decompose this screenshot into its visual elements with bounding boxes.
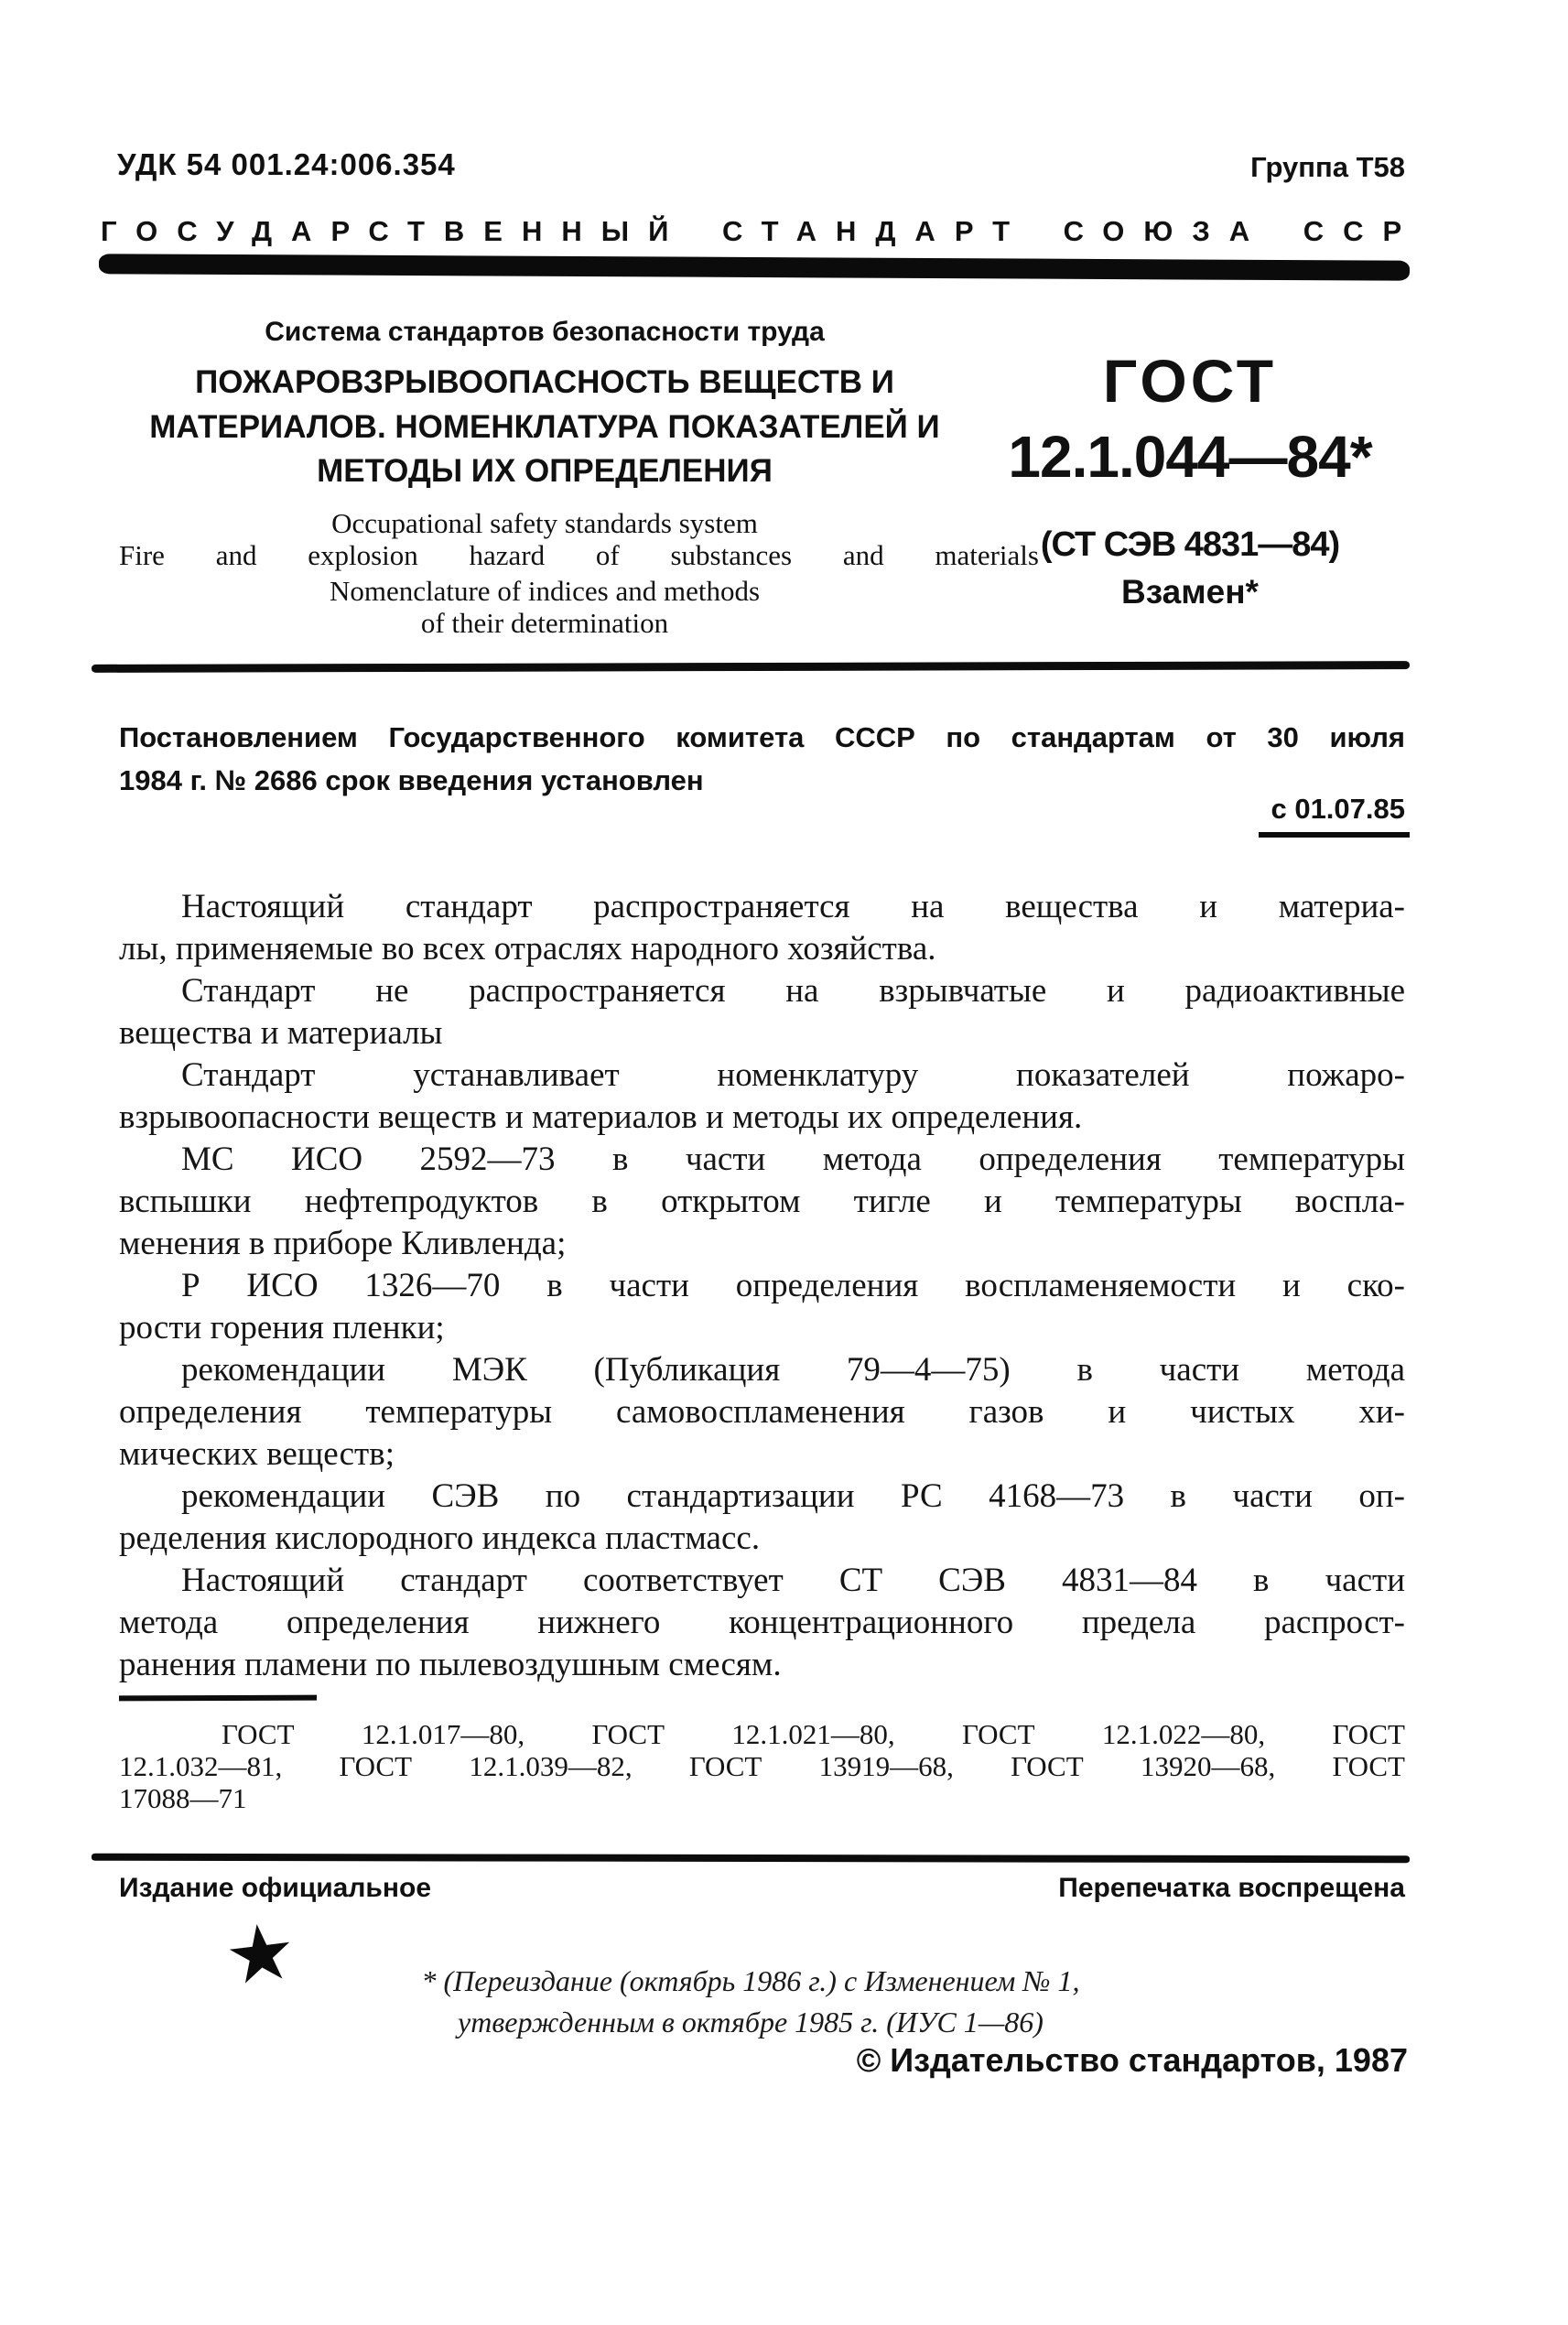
gost-references	[119, 1718, 1405, 1814]
date-underline	[1259, 832, 1410, 838]
paragraph	[119, 1349, 1405, 1476]
paragraph	[119, 1139, 1405, 1265]
text-line: менения в приборе Кливленда;	[119, 1225, 567, 1262]
text-line: вспышки нефтепродуктов в открытом тигле и температуры воспла-	[119, 1183, 1405, 1220]
english-title-line-4: of their determination	[420, 607, 669, 639]
revision-note	[247, 1961, 1254, 2043]
text-line: мических веществ;	[119, 1435, 395, 1473]
text-line: Стандарт устанавливает номенклатуру показателей пожаро-	[181, 1056, 1405, 1094]
text-line: рости горения пленки;	[119, 1309, 445, 1346]
text-line: ранения пламени по пылевоздушным смесям.	[119, 1646, 782, 1683]
paragraph	[119, 886, 1405, 970]
text-line: Настоящий стандарт соответствует СТ СЭВ 4831—84 в части	[181, 1562, 1405, 1599]
effective-date: с 01.07.85	[1271, 793, 1405, 825]
paragraph	[119, 970, 1405, 1054]
official-edition-label: Издание официальное	[119, 1873, 432, 1903]
footer-rule	[92, 1854, 1410, 1864]
group-code: Группа Т58	[1250, 151, 1405, 183]
english-title-line-3: Nomenclature of indices and methods	[329, 575, 761, 607]
text-line: Р ИСО 1326—70 в части определения воспламеняемости и ско-	[181, 1267, 1405, 1304]
text-line: рекомендации СЭВ по стандартизации РС 4168—73 в части оп-	[181, 1477, 1405, 1515]
english-title-line-2: Fire and explosion hazard of substances and materials	[119, 539, 1039, 571]
text-line: 17088—71	[119, 1782, 247, 1814]
gost-number: 12.1.044—84*	[1008, 424, 1372, 490]
state-standard-banner: ГОСУДАРСТВЕННЫЙ СТАНДАРТ СОЮЗА ССР	[101, 215, 1422, 247]
text-line: МС ИСО 2592—73 в части метода определения температуры	[181, 1141, 1405, 1178]
udk-code: УДК 54 001.24:006.354	[117, 147, 456, 181]
banner-bar	[99, 254, 1410, 280]
title-line-2: МАТЕРИАЛОВ. НОМЕНКЛАТУРА ПОКАЗАТЕЛЕЙ И	[149, 409, 940, 445]
decree-text	[119, 716, 1405, 802]
paragraph	[119, 1054, 1405, 1139]
text-line: ГОСТ 12.1.017—80, ГОСТ 12.1.021—80, ГОСТ 12.1.022—80, ГОСТ	[222, 1718, 1405, 1750]
text-line: метода определения нижнего концентрационного предела распрост-	[119, 1604, 1405, 1641]
text-line: Стандарт не распространяется на взрывчатые и радиоактивные	[181, 972, 1405, 1010]
title-line-3: МЕТОДЫ ИХ ОПРЕДЕЛЕНИЯ	[317, 453, 773, 489]
text-line: вещества и материалы	[119, 1014, 443, 1052]
text-line: утвержденным в октябре 1985 г. (ИУС 1—86)	[458, 2006, 1044, 2038]
text-line: 1984 г. № 2686 срок введения установлен	[119, 764, 704, 796]
reprint-forbidden-label: Перепечатка воспрещена	[1058, 1873, 1405, 1903]
star-icon: ★	[220, 1906, 301, 2003]
gost-label: ГОСТ	[1102, 347, 1278, 415]
copyright-line: © Издательство стандартов, 1987	[856, 2041, 1408, 2079]
replaces-label: Взамен*	[1121, 573, 1259, 611]
text-line: Настоящий стандарт распространяется на вещества и материа-	[181, 888, 1405, 925]
text-line: определения температуры самовоспламенения газов и чистых хи-	[119, 1393, 1405, 1431]
title-line-1: ПОЖАРОВЗРЫВООПАСНОСТЬ ВЕЩЕСТВ И	[195, 364, 894, 400]
text-line: ределения кислородного индекса пластмасс.	[119, 1519, 761, 1557]
paragraph	[119, 1560, 1405, 1686]
text-line: 12.1.032—81, ГОСТ 12.1.039—82, ГОСТ 13919—68, ГОСТ 13920—68, ГОСТ	[119, 1750, 1405, 1782]
st-sev-reference: (СТ СЭВ 4831—84)	[1040, 525, 1340, 564]
text-line: * (Переиздание (октябрь 1986 г.) с Изменением № 1,	[421, 1964, 1080, 1997]
footnote-rule	[119, 1695, 317, 1702]
header-rule	[92, 661, 1410, 673]
body-text	[119, 886, 1405, 1686]
english-title-line-1: Occupational safety standards system	[331, 507, 758, 539]
paragraph	[119, 1265, 1405, 1349]
text-line: Постановлением Государственного комитета СССР по стандартам от 30 июля	[119, 721, 1405, 753]
paragraph	[119, 1476, 1405, 1560]
text-line: лы, применяемые во всех отраслях народного хозяйства.	[119, 930, 936, 968]
text-line: взрывоопасности веществ и материалов и методы их определения.	[119, 1098, 1083, 1136]
standards-system-line: Система стандартов безопасности труда	[265, 317, 825, 347]
text-line: рекомендации МЭК (Публикация 79—4—75) в части метода	[181, 1351, 1405, 1389]
